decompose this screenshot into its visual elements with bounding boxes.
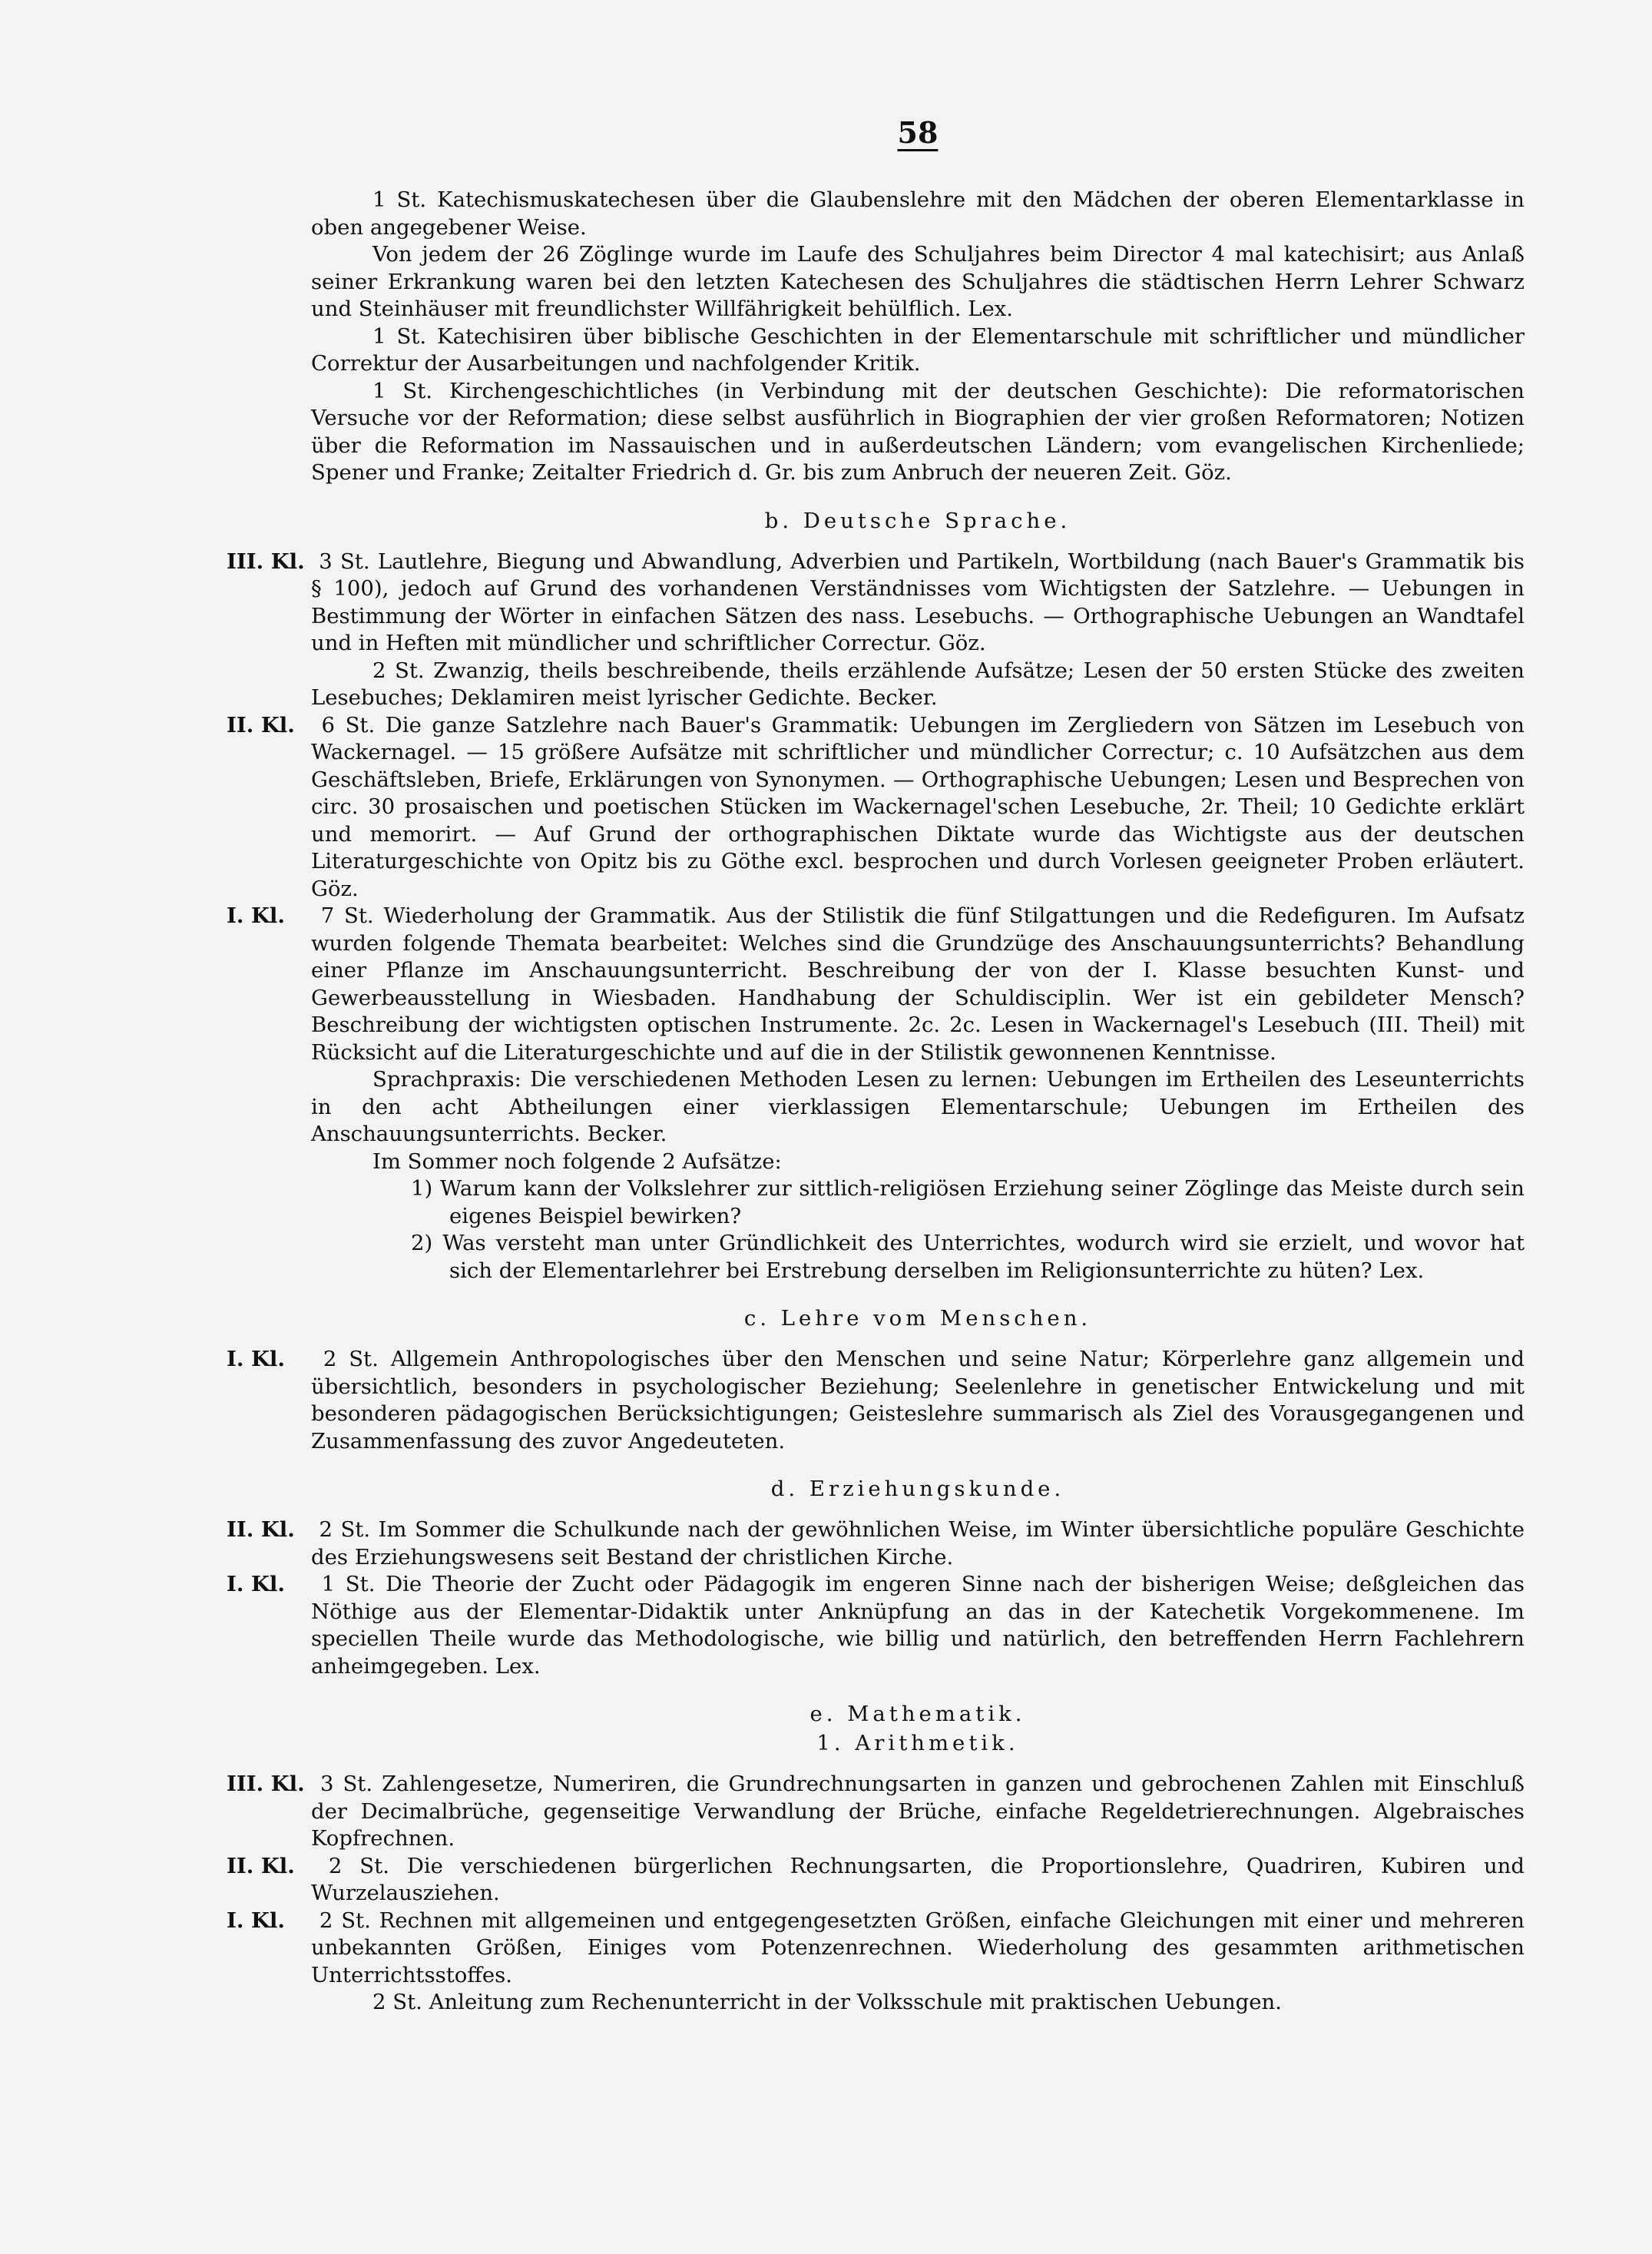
- paragraph: Sprachpraxis: Die verschiedenen Methoden Lesen zu lernen: Uebungen im Ertheilen des Leseunterrichts in den acht Abtheilungen einer vierklassigen Elementarschule; Uebungen im Ertheilen des Anschauungsunterrichts. Becker.: [311, 1067, 1525, 1146]
- paragraph: 2 St. Anleitung zum Rechenunterricht in der Volksschule mit praktischen Uebungen.: [372, 1990, 1283, 2014]
- subsection-heading: 1. Arithmetik.: [816, 1731, 1019, 1755]
- paragraph-text: 2 St. Die verschiedenen bürgerlichen Rechnungsarten, die Proportionslehre, Quadriren, Kubiren und Wurzelausziehen.: [311, 1853, 1525, 1905]
- list-item: 1) Warum kann der Volkslehrer zur sittlich-religiösen Erziehung seiner Zöglinge das Meiste durch sein eigenes Beispiel bewirken?: [411, 1176, 1525, 1228]
- page-content: [227, 115, 1525, 2017]
- section-heading: e. Mathematik.: [809, 1702, 1026, 1726]
- paragraph: [227, 1346, 1525, 1455]
- paragraph-text: 7 St. Wiederholung der Grammatik. Aus der Stilistik die fünf Stilgattungen und die Redefiguren. Im Aufsatz wurden folgende Themata bearbeitet: Welches sind die Grundzüge des Anschauungsunterrichts? Behandlung einer Pflanze im Anschauungsunterricht. Beschreibung der von der I. Klasse besuchten Kunst- und Gewerbeausstellung in Wiesbaden. Handhabung der Schuldisciplin. Wer ist ein gebildeter Mensch? Beschreibung der wichtigsten optischen Instrumente. 2c. 2c. Lesen in Wackernagel's Lesebuch (III. Theil) mit Rücksicht auf die Literaturgeschichte und auf die in der Stilistik gewonnenen Kenntnisse.: [311, 903, 1525, 1065]
- paragraph-text: 1 St. Die Theorie der Zucht oder Pädagogik im engeren Sinne nach der bisherigen Weise; deßgleichen das Nöthige aus der Elementar-Didaktik unter Anknüpfung an das in der Katechetik Vorgekommenene. Im speciellen Theile wurde das Methodologische, wie billig und natürlich, den betreffenden Herrn Fachlehrern anheimgegeben. Lex.: [311, 1572, 1525, 1679]
- paragraph: [227, 1908, 1525, 1990]
- class-label: III. Kl.: [227, 1772, 305, 1796]
- paragraph-text: 2 St. Im Sommer die Schulkunde nach der gewöhnlichen Weise, im Winter übersichtliche populäre Geschichte des Erziehungswesens seit Bestand der christlichen Kirche.: [311, 1517, 1525, 1570]
- list-item: 2) Was versteht man unter Gründlichkeit des Unterrichtes, wodurch wird sie erzielt, und wovor hat sich der Elementarlehrer bei Erstrebung derselben im Religionsunterrichte zu hüten? Lex.: [411, 1231, 1525, 1283]
- class-label: I. Kl.: [227, 903, 285, 928]
- class-label: II. Kl.: [227, 712, 295, 738]
- section-heading: b. Deutsche Sprache.: [764, 508, 1071, 533]
- class-label: II. Kl.: [227, 1517, 295, 1542]
- paragraph: [227, 712, 1525, 903]
- paragraph: [227, 1771, 1525, 1853]
- paragraph: [227, 903, 1525, 1066]
- paragraph: [227, 549, 1525, 658]
- paragraph: 1 St. Katechisiren über biblische Geschichten in der Elementarschule mit schriftlicher und mündlicher Correktur der Ausarbeitungen und nachfolgender Kritik.: [311, 323, 1525, 376]
- paragraph-text: 3 St. Zahlengesetze, Numeriren, die Grundrechnungsarten in ganzen und gebrochenen Zahlen mit Einschluß der Decimalbrüche, gegenseitige Verwandlung der Brüche, einfache Regeldetrierechnungen. Algebraisches Kopfrechnen.: [311, 1772, 1525, 1851]
- paragraph: Im Sommer noch folgende 2 Aufsätze:: [372, 1149, 782, 1174]
- page-number: 58: [897, 115, 939, 150]
- paragraph: [227, 1571, 1525, 1680]
- paragraph: Von jedem der 26 Zöglinge wurde im Laufe des Schuljahres beim Director 4 mal katechisirt; aus Anlaß seiner Erkrankung waren bei den letzten Katechesen des Schuljahres die städtischen Herrn Lehrer Schwarz und Steinhäuser mit freundlichster Willfährigkeit behülflich. Lex.: [311, 242, 1525, 321]
- paragraph-text: 2 St. Allgemein Anthropologisches über den Menschen und seine Natur; Körperlehre ganz allgemein und übersichtlich, besonders in psychologischer Beziehung; Seelenlehre in genetischer Entwickelung und mit besonderen pädagogischen Berücksichtigungen; Geisteslehre summarisch als Ziel des Vorausgegangenen und Zusammenfassung des zuvor Angedeuteten.: [311, 1347, 1525, 1453]
- essay-list: [411, 1175, 1525, 1284]
- class-label: I. Kl.: [227, 1572, 285, 1596]
- section-heading: d. Erziehungskunde.: [770, 1477, 1065, 1501]
- paragraph-text: 6 St. Die ganze Satzlehre nach Bauer's Grammatik: Uebungen im Zergliedern von Sätzen im Lesebuch von Wackernagel. — 15 größere Aufsätze mit schriftlicher und mündlicher Correctur; c. 10 Aufsätzchen aus dem Geschäftsleben, Briefe, Erklärungen von Synonymen. — Orthographische Uebungen; Lesen und Besprechen von circ. 30 prosaischen und poetischen Stücken im Wackernagel'schen Lesebuche, 2r. Theil; 10 Gedichte erklärt und memorirt. — Auf Grund der orthographischen Diktate wurde das Wichtigste aus der deutschen Literaturgeschichte von Opitz bis zu Göthe excl. besprochen und durch Vorlesen geeigneter Proben erläutert. Göz.: [311, 712, 1525, 901]
- class-label: III. Kl.: [227, 549, 305, 574]
- section-heading: c. Lehre vom Menschen.: [743, 1306, 1092, 1331]
- class-label: II. Kl.: [227, 1853, 295, 1878]
- paragraph: 1 St. Katechismuskatechesen über die Glaubenslehre mit den Mädchen der oberen Elementarklasse in oben angegebener Weise.: [311, 187, 1525, 240]
- paragraph: [227, 1516, 1525, 1571]
- class-label: I. Kl.: [227, 1908, 285, 1933]
- paragraph-text: 2 St. Rechnen mit allgemeinen und entgegengesetzten Größen, einfache Gleichungen mit einer und mehreren unbekannten Größen, Einiges vom Potenzenrechnen. Wiederholung des gesammten arithmetischen Unterrichtsstoffes.: [311, 1908, 1525, 1987]
- paragraph: 2 St. Zwanzig, theils beschreibende, theils erzählende Aufsätze; Lesen der 50 ersten Stücke des zweiten Lesebuches; Deklamiren meist lyrischer Gedichte. Becker.: [311, 658, 1525, 710]
- class-label: I. Kl.: [227, 1347, 285, 1371]
- paragraph: [227, 1853, 1525, 1908]
- paragraph-text: 3 St. Lautlehre, Biegung und Abwandlung, Adverbien und Partikeln, Wortbildung (nach Bauer's Grammatik bis § 100), jedoch auf Grund des vorhandenen Verständnisses vom Wichtigsten der Satzlehre. — Uebungen in Bestimmung der Wörter in einfachen Sätzen des nass. Lesebuchs. — Orthographische Uebungen an Wandtafel und in Heften mit mündlicher und schriftlicher Correctur. Göz.: [311, 549, 1525, 655]
- paragraph: 1 St. Kirchengeschichtliches (in Verbindung mit der deutschen Geschichte): Die reformatorischen Versuche vor der Reformation; diese selbst ausführlich in Biographien der vier großen Reformatoren; Notizen über die Reformation im Nassauischen und in außerdeutschen Ländern; vom evangelischen Kirchenliede; Spener und Franke; Zeitalter Friedrich d. Gr. bis zum Anbruch der neueren Zeit. Göz.: [311, 378, 1525, 485]
